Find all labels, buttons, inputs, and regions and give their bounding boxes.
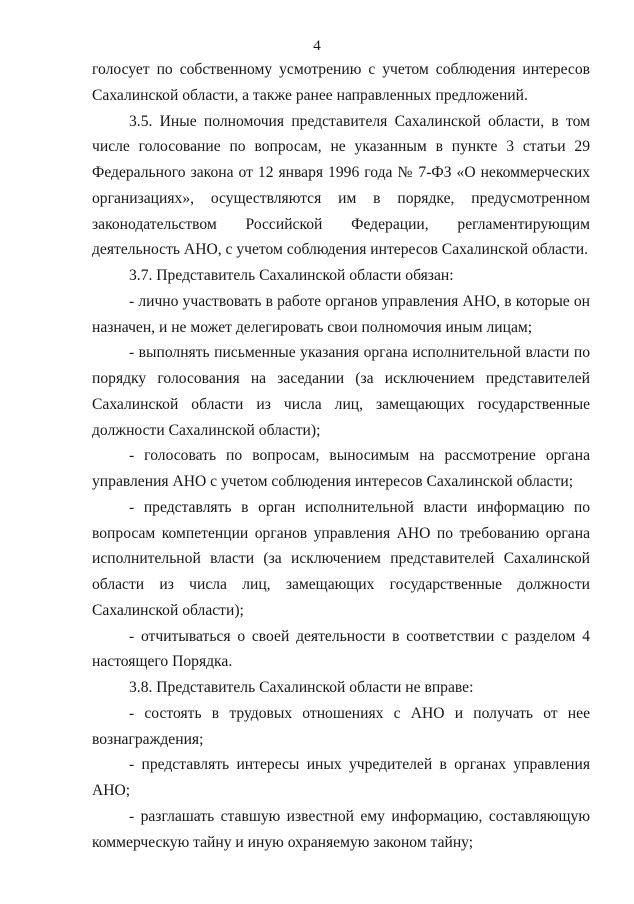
list-item-report: - отчитываться о своей деятельности в соответствии с разделом 4 настоящего Порядка.: [92, 627, 590, 671]
list-item-participate: - лично участвовать в работе органов управления АНО, в которые он назначен, и не может делегировать свои полномочия иным лицам;: [92, 292, 590, 336]
list-item-vote: - голосовать по вопросам, выносимым на рассмотрение органа управления АНО с учетом соблюдения интересов Сахалинской области;: [92, 447, 590, 490]
paragraph-3-7-heading: 3.7. Представитель Сахалинской области обязан:: [129, 267, 454, 284]
paragraph-3-5: 3.5. Иные полномочия представителя Сахалинской области, в том числе голосование по вопросам, не указанным в пункте 3 статьи 29 Федерального закона от 12 января 1996 года № 7-ФЗ «О некоммерческих организациях», осуществляются им в порядке, предусмотренном законодательством Российской Федерации, регламентирующим деятельность АНО, с учетом соблюдения интересов Сахалинской области.: [92, 112, 590, 259]
paragraph-continuation: голосует по собственному усмотрению с учетом соблюдения интересов Сахалинской области, а также ранее направленных предложений.: [92, 61, 590, 104]
list-item-follow-instructions: - выполнять письменные указания органа исполнительной власти по порядку голосования на заседании (за исключением представителей Сахалинской области из числа лиц, замещающих государственные должности Сахалинской области);: [92, 344, 590, 439]
list-item-no-disclosure: - разглашать ставшую известной ему информацию, составляющую коммерческую тайну и иную охраняемую законом тайну;: [92, 807, 590, 851]
paragraph-3-8-heading: 3.8. Представитель Сахалинской области не вправе:: [129, 679, 474, 696]
list-item-provide-information: - представлять в орган исполнительной власти информацию по вопросам компетенции органов управления АНО по требованию органа исполнительной власти (за исключением представителей Сахалинской области из числа лиц, замещающих государственные должности Сахалинской области);: [92, 498, 590, 619]
list-item-no-representation: - представлять интересы иных учредителей в органах управления АНО;: [92, 756, 590, 799]
list-item-no-employment: - состоять в трудовых отношениях с АНО и получать от нее вознаграждения;: [92, 704, 590, 748]
page-number: 4: [313, 38, 321, 54]
document-body: [92, 57, 590, 855]
